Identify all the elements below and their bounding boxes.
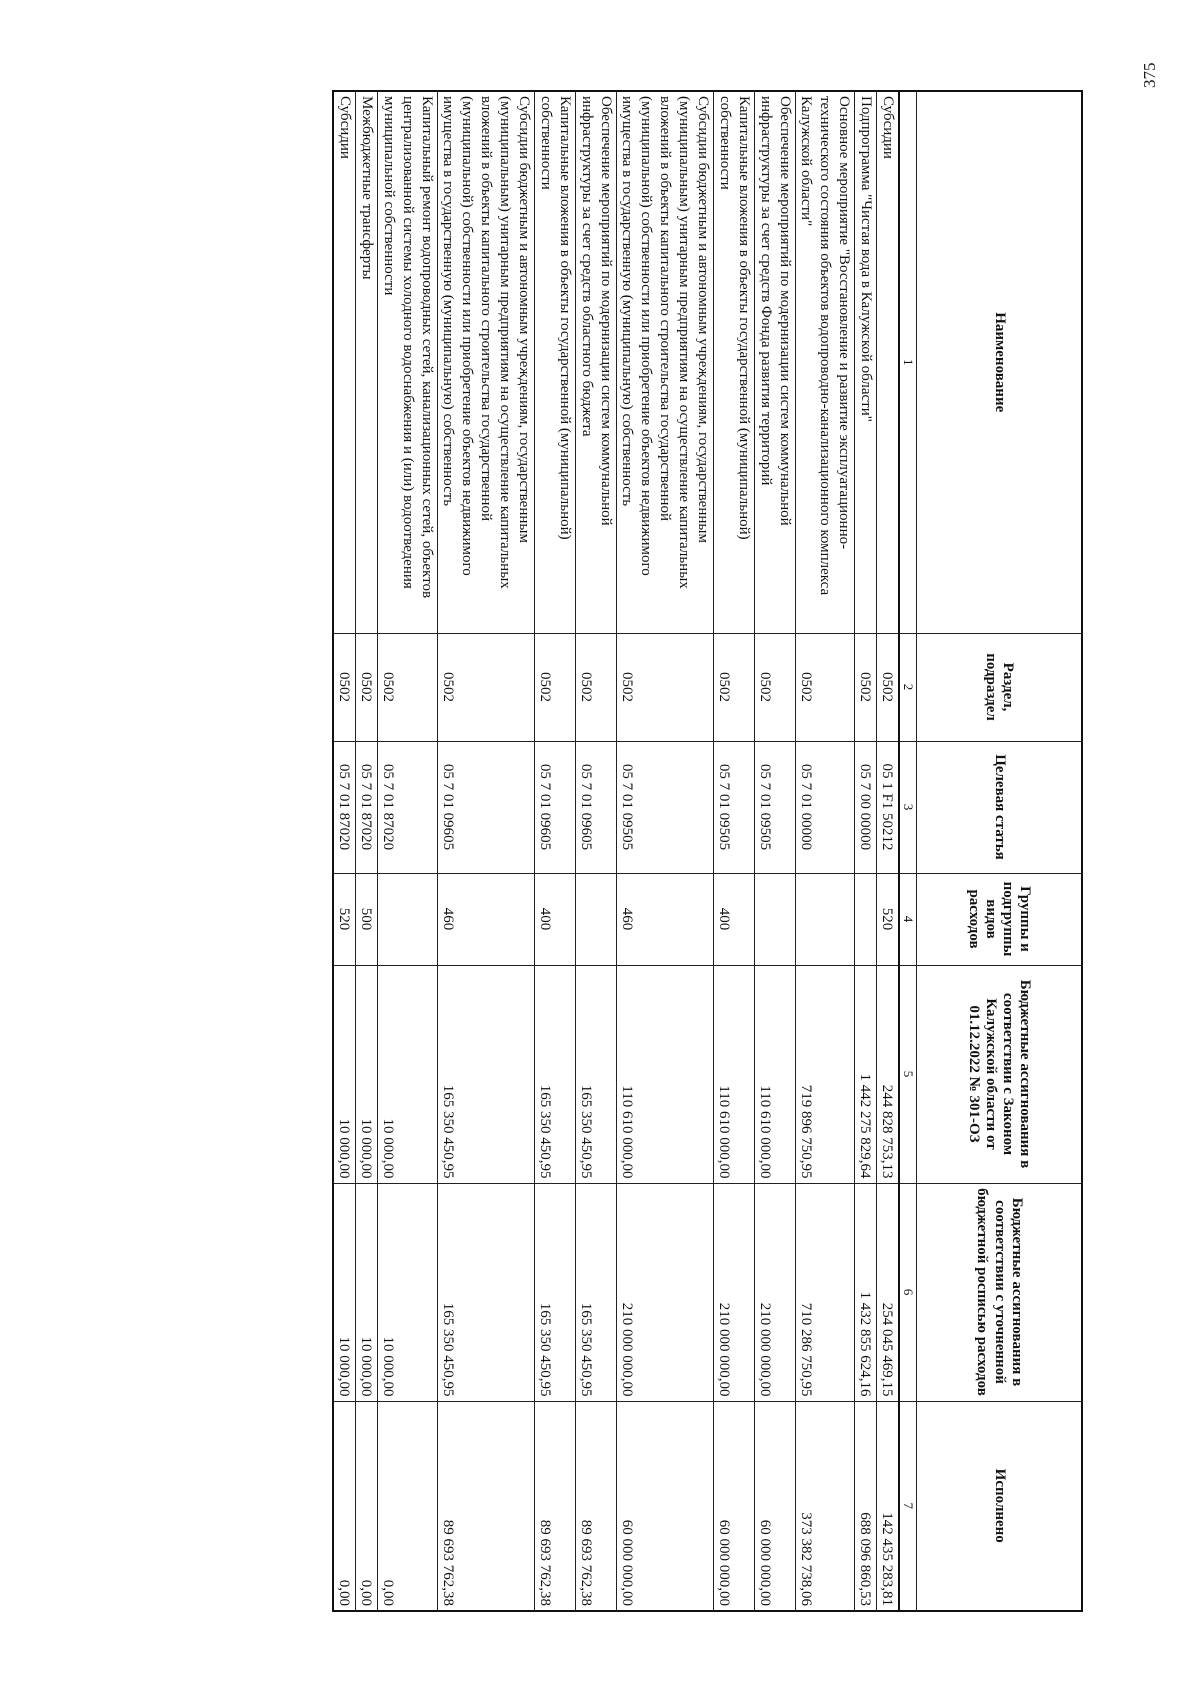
table-row	[377, 91, 437, 1611]
table-row	[333, 91, 355, 1611]
row-executed: 373 382 738,06	[795, 1401, 855, 1611]
row-name: Обеспечение мероприятий по модернизации систем коммунальной инфраструктуры за счет средств Фонда развития территорий	[754, 91, 795, 633]
row-expense-group	[377, 873, 437, 965]
row-executed: 60 000 000,00	[713, 1401, 754, 1611]
budget-table-sheet	[332, 90, 1083, 1610]
row-refined-allocation: 165 350 450,95	[437, 1183, 534, 1401]
row-executed: 89 693 762,38	[534, 1401, 575, 1611]
row-section: 0502	[795, 633, 855, 741]
row-article: 05 7 01 09605	[437, 741, 534, 873]
row-executed: 0,00	[355, 1401, 377, 1611]
row-section: 0502	[754, 633, 795, 741]
row-law-allocation: 165 350 450,95	[437, 965, 534, 1183]
row-section: 0502	[437, 633, 534, 741]
table-row	[355, 91, 377, 1611]
table-row	[534, 91, 575, 1611]
row-refined-allocation: 710 286 750,95	[795, 1183, 855, 1401]
row-executed: 0,00	[333, 1401, 355, 1611]
row-article: 05 1 F1 50212	[877, 741, 899, 873]
table-row	[437, 91, 534, 1611]
row-executed: 688 096 860,53	[855, 1401, 877, 1611]
header-name: Наименование	[917, 91, 1083, 633]
row-law-allocation: 1 442 275 829,64	[855, 965, 877, 1183]
column-number: 1	[899, 91, 917, 633]
row-executed: 89 693 762,38	[437, 1401, 534, 1611]
row-section: 0502	[713, 633, 754, 741]
row-executed: 0,00	[377, 1401, 437, 1611]
row-expense-group: 460	[616, 873, 713, 965]
row-refined-allocation: 210 000 000,00	[713, 1183, 754, 1401]
row-refined-allocation: 10 000,00	[377, 1183, 437, 1401]
row-article: 05 7 00 00000	[855, 741, 877, 873]
column-number-row	[899, 91, 917, 1611]
row-section: 0502	[855, 633, 877, 741]
row-name: Субсидии	[877, 91, 899, 633]
row-refined-allocation: 165 350 450,95	[534, 1183, 575, 1401]
row-name: Основное мероприятие "Восстановление и развитие эксплуатационно-технического состояния объектов водопроводно-канализационного комплекса Калужской области"	[795, 91, 855, 633]
table-header-row	[917, 91, 1083, 1611]
table-row	[754, 91, 795, 1611]
header-section: Раздел, подраздел	[917, 633, 1083, 741]
row-expense-group	[575, 873, 616, 965]
row-law-allocation: 165 350 450,95	[534, 965, 575, 1183]
row-article: 05 7 01 09605	[534, 741, 575, 873]
header-executed: Исполнено	[917, 1401, 1083, 1611]
row-executed: 89 693 762,38	[575, 1401, 616, 1611]
row-refined-allocation: 1 432 855 624,16	[855, 1183, 877, 1401]
row-name: Капитальные вложения в объекты государственной (муниципальной) собственности	[534, 91, 575, 633]
row-article: 05 7 01 09605	[575, 741, 616, 873]
budget-execution-table	[332, 90, 1083, 1612]
row-law-allocation: 719 896 750,95	[795, 965, 855, 1183]
row-expense-group: 460	[437, 873, 534, 965]
page-number: 375	[1140, 62, 1159, 88]
row-expense-group	[855, 873, 877, 965]
row-expense-group: 400	[713, 873, 754, 965]
row-law-allocation: 165 350 450,95	[575, 965, 616, 1183]
row-section: 0502	[534, 633, 575, 741]
row-name: Обеспечение мероприятий по модернизации систем коммунальной инфраструктуры за счет средств областного бюджета	[575, 91, 616, 633]
row-law-allocation: 244 828 753,13	[877, 965, 899, 1183]
column-number: 7	[899, 1401, 917, 1611]
row-law-allocation: 110 610 000,00	[713, 965, 754, 1183]
row-law-allocation: 10 000,00	[377, 965, 437, 1183]
row-refined-allocation: 210 000 000,00	[616, 1183, 713, 1401]
row-section: 0502	[377, 633, 437, 741]
row-expense-group	[795, 873, 855, 965]
row-expense-group: 400	[534, 873, 575, 965]
row-article: 05 7 01 09505	[616, 741, 713, 873]
row-refined-allocation: 165 350 450,95	[575, 1183, 616, 1401]
row-section: 0502	[877, 633, 899, 741]
row-name: Субсидии	[333, 91, 355, 633]
row-name: Субсидии бюджетным и автономным учреждениям, государственным (муниципальным) унитарным предприятиям на осуществление капитальных вложений в объекты капитального строительства государственной (муниципальной) собственности или приобретение объектов недвижимого имущества в государственную (муниципальную) собственность	[616, 91, 713, 633]
row-law-allocation: 110 610 000,00	[754, 965, 795, 1183]
row-expense-group: 500	[355, 873, 377, 965]
row-section: 0502	[616, 633, 713, 741]
row-law-allocation: 110 610 000,00	[616, 965, 713, 1183]
header-refined-allocation: Бюджетные ассигнования в соответствии с уточненной бюджетной росписью расходов	[917, 1183, 1083, 1401]
row-section: 0502	[333, 633, 355, 741]
row-article: 05 7 01 87020	[377, 741, 437, 873]
header-article: Целевая статья	[917, 741, 1083, 873]
row-law-allocation: 10 000,00	[333, 965, 355, 1183]
row-article: 05 7 01 09505	[713, 741, 754, 873]
column-number: 5	[899, 965, 917, 1183]
row-article: 05 7 01 87020	[355, 741, 377, 873]
row-refined-allocation: 210 000 000,00	[754, 1183, 795, 1401]
row-article: 05 7 01 00000	[795, 741, 855, 873]
table-row	[877, 91, 899, 1611]
row-name: Подпрограмма "Чистая вода в Калужской области"	[855, 91, 877, 633]
row-name: Субсидии бюджетным и автономным учреждениям, государственным (муниципальным) унитарным предприятиям на осуществление капитальных вложений в объекты капитального строительства государственной (муниципальной) собственности или приобретение объектов недвижимого имущества в государственную (муниципальную) собственность	[437, 91, 534, 633]
row-refined-allocation: 10 000,00	[355, 1183, 377, 1401]
row-expense-group: 520	[877, 873, 899, 965]
row-executed: 60 000 000,00	[616, 1401, 713, 1611]
header-expense-group: Группы и подгруппы видов расходов	[917, 873, 1083, 965]
header-law-allocation: Бюджетные ассигнования в соответствии с Законом Калужской области от 01.12.2022 № 301-ОЗ	[917, 965, 1083, 1183]
row-executed: 142 435 283,81	[877, 1401, 899, 1611]
row-section: 0502	[355, 633, 377, 741]
column-number: 4	[899, 873, 917, 965]
row-section: 0502	[575, 633, 616, 741]
column-number: 6	[899, 1183, 917, 1401]
row-name: Капитальный ремонт водопроводных сетей, канализационных сетей, объектов централизованной системы холодного водоснабжения и (или) водоотведения муниципальной собственности	[377, 91, 437, 633]
table-row	[713, 91, 754, 1611]
row-article: 05 7 01 09505	[754, 741, 795, 873]
row-executed: 60 000 000,00	[754, 1401, 795, 1611]
row-expense-group: 520	[333, 873, 355, 965]
row-article: 05 7 01 87020	[333, 741, 355, 873]
row-expense-group	[754, 873, 795, 965]
table-row	[575, 91, 616, 1611]
table-row	[855, 91, 877, 1611]
column-number: 3	[899, 741, 917, 873]
table-row	[616, 91, 713, 1611]
table-row	[795, 91, 855, 1611]
row-refined-allocation: 254 045 469,15	[877, 1183, 899, 1401]
row-refined-allocation: 10 000,00	[333, 1183, 355, 1401]
row-name: Капитальные вложения в объекты государственной (муниципальной) собственности	[713, 91, 754, 633]
column-number: 2	[899, 633, 917, 741]
row-law-allocation: 10 000,00	[355, 965, 377, 1183]
row-name: Межбюджетные трансферты	[355, 91, 377, 633]
